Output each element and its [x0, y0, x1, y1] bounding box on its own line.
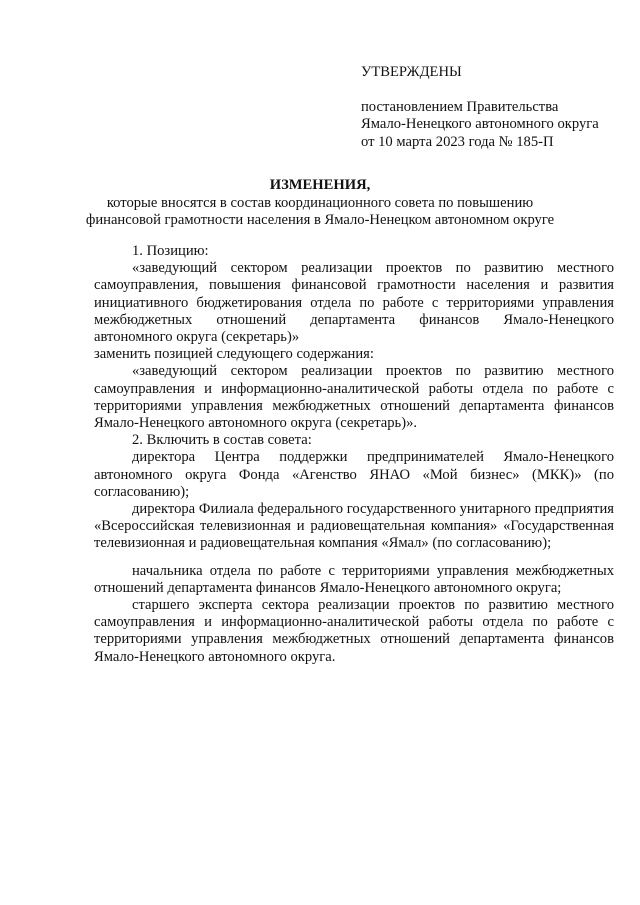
paragraph-replace: заменить позицией следующего содержания: [94, 346, 374, 363]
approval-line-3: от 10 марта 2023 года № 185-П [361, 133, 554, 150]
paragraph-new-position: «заведующий сектором реализации проектов по развитию местного самоуправления и информационно-аналитической работы отдела по работе с территориями управления межбюджетных отношений департамента финансов Ямало-Ненецкого автономного округа (секретарь)». [94, 363, 614, 432]
document-header [40, 177, 600, 230]
paragraph-member-4: старшего эксперта сектора реализации проектов по развитию местного самоуправления и информационно-аналитической работы отдела по работе с территориями управления межбюджетных отношений департамента финансов Ямало-Ненецкого автономного округа. [94, 597, 614, 665]
paragraph-member-1: директора Центра поддержки предпринимателей Ямало-Ненецкого автономного округа Фонда «Агенство ЯНАО «Мой бизнес» (МКК)» (по согласованию); [94, 449, 614, 500]
paragraph-old-position: «заведующий сектором реализации проектов по развитию местного самоуправления, повышения финансовой грамотности населения и развития инициативного бюджетирования отдела по работе с территориями управления межбюджетных отношений департамента финансов Ямало-Ненецкого автономного округа (секретарь)» [94, 260, 614, 346]
approval-line-2: Ямало-Ненецкого автономного округа [361, 116, 599, 132]
paragraph-member-2: директора Филиала федерального государственного унитарного предприятия «Всероссийская телевизионная и радиовещательная компания» «Государственная телевизионная и радиовещательная компания «Ямал» (по согласованию); [94, 501, 614, 552]
paragraph-item-2: 2. Включить в состав совета: [132, 432, 312, 449]
document-title: ИЗМЕНЕНИЯ, [269, 177, 371, 193]
approved-label: УТВЕРЖДЕНЫ [361, 64, 462, 80]
paragraph-item-1: 1. Позицию: [132, 243, 209, 259]
paragraph-member-3: начальника отдела по работе с территориями управления межбюджетных отношений департамента финансов Ямало-Ненецкого автономного округа; [94, 562, 614, 596]
document-subtitle-line-1: которые вносятся в состав координационного совета по повышению [106, 194, 534, 211]
approval-line-1: постановлением Правительства [361, 98, 559, 115]
document-body [94, 243, 614, 666]
document-subtitle-line-2: финансовой грамотности населения в Ямало-Ненецком автономном округе [85, 212, 555, 228]
approval-block [361, 64, 631, 151]
